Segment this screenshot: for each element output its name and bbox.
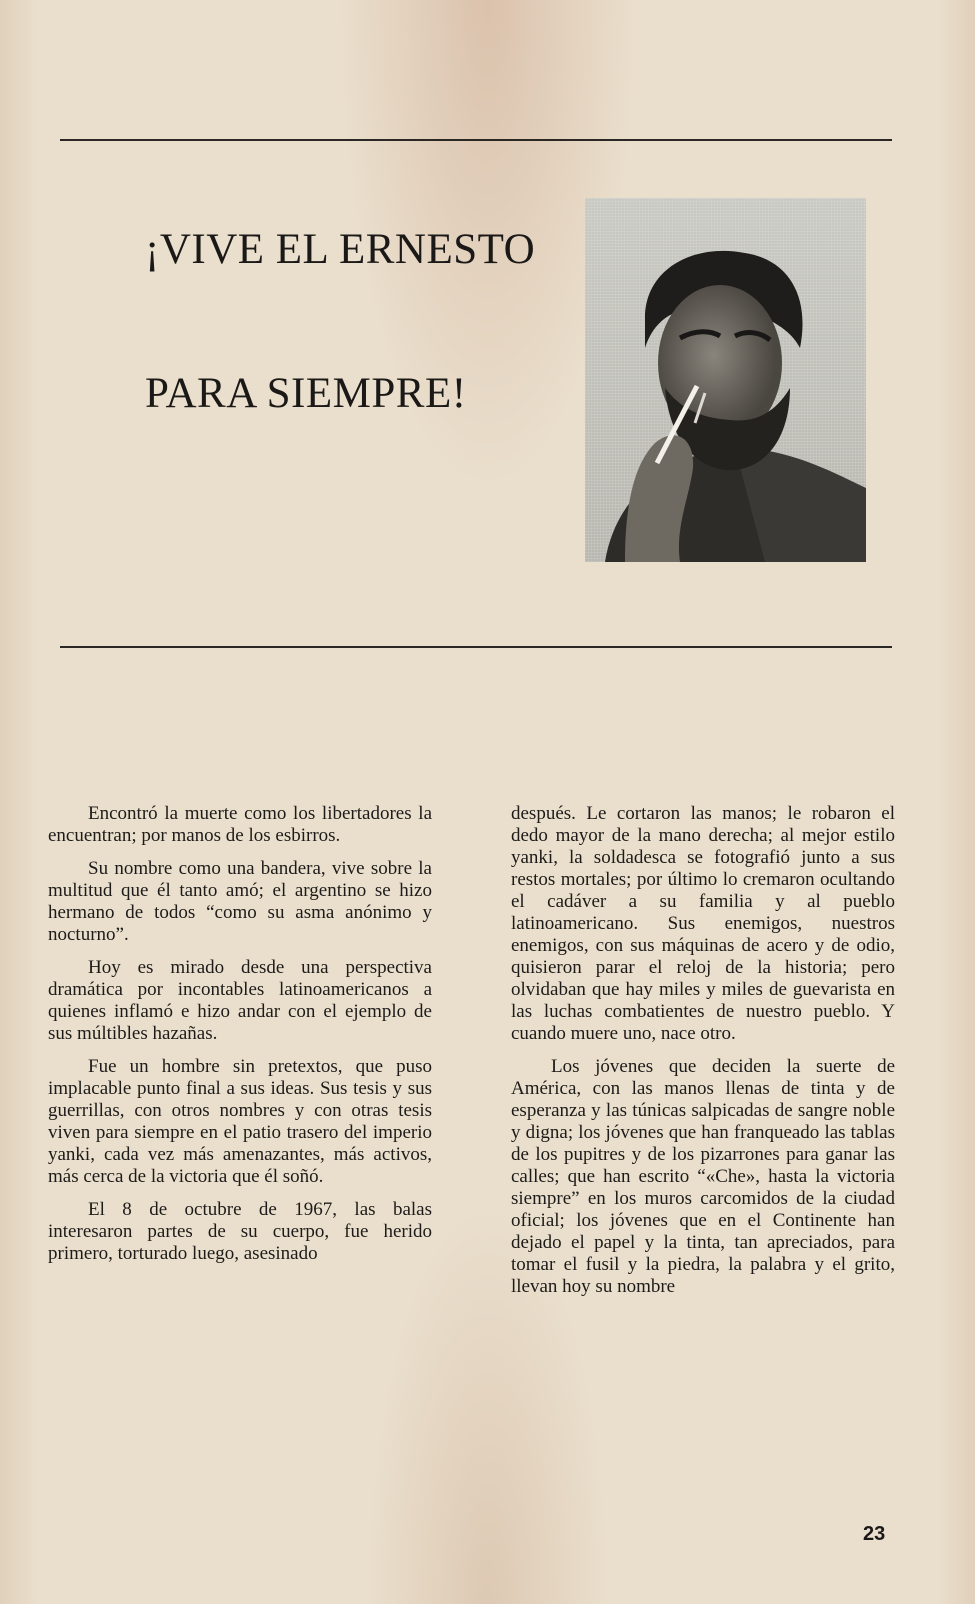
portrait-photo-icon xyxy=(585,198,866,562)
paragraph: Su nombre como una bandera, vive sobre la multitud que él tanto amó; el argentino se hizo hermano de todos “como su asma anónimo y nocturno”. xyxy=(48,858,432,945)
article-right-column xyxy=(511,803,895,1309)
paragraph: Encontró la muerte como los libertadores la encuentran; por manos de los esbirros. xyxy=(48,803,432,846)
page-number: 23 xyxy=(863,1523,886,1545)
portrait-photo xyxy=(585,198,866,562)
top-divider xyxy=(60,139,892,141)
bottom-divider xyxy=(60,646,892,648)
paragraph: después. Le cortaron las manos; le robaron el dedo mayor de la mano derecha; al mejor estilo yanki, la soldadesca se fotografió junto a sus restos mortales; por último lo cremaron ocultando el cadáver a su familia y al pueblo latinoamericano. Sus enemigos, nuestros enemigos, con sus máquinas de acero y de odio, quisieron parar el reloj de la historia; pero olvidaban que hay miles y miles de guevarista en las luchas combatientes de nuestro pueblo. Y cuando muere uno, nace otro. xyxy=(511,803,895,1044)
paragraph: El 8 de octubre de 1967, las balas interesaron partes de su cuerpo, fue herido primero, torturado luego, asesinado xyxy=(48,1199,432,1264)
article-title-line-1: ¡VIVE EL ERNESTO xyxy=(145,226,536,273)
paragraph: Fue un hombre sin pretextos, que puso implacable punto final a sus ideas. Sus tesis y sus guerrillas, con otros nombres y con otras tesis viven para siempre en el patio trasero del imperio yanki, cada vez más amenazantes, más activos, más cerca de la victoria que él soñó. xyxy=(48,1056,432,1187)
paragraph: Hoy es mirado desde una perspectiva dramática por incontables latinoamericanos a quienes inflamó e hizo andar con el ejemplo de sus múltibles hazañas. xyxy=(48,957,432,1044)
article-left-column xyxy=(48,803,432,1276)
article-title-line-2: PARA SIEMPRE! xyxy=(145,370,467,417)
paragraph: Los jóvenes que deciden la suerte de América, con las manos llenas de tinta y de esperanza y las túnicas salpicadas de sangre noble y digna; los jóvenes que han franqueado las tablas de los pupitres y de los pizarrones para ganar las calles; que han escrito “«Che», hasta la victoria siempre” en los muros carcomidos de la ciudad oficial; los jóvenes que en el Continente han dejado el papel y la tinta, tan apreciados, para tomar el fusil y la piedra, la palabra y el grito, llevan hoy su nombre xyxy=(511,1056,895,1297)
